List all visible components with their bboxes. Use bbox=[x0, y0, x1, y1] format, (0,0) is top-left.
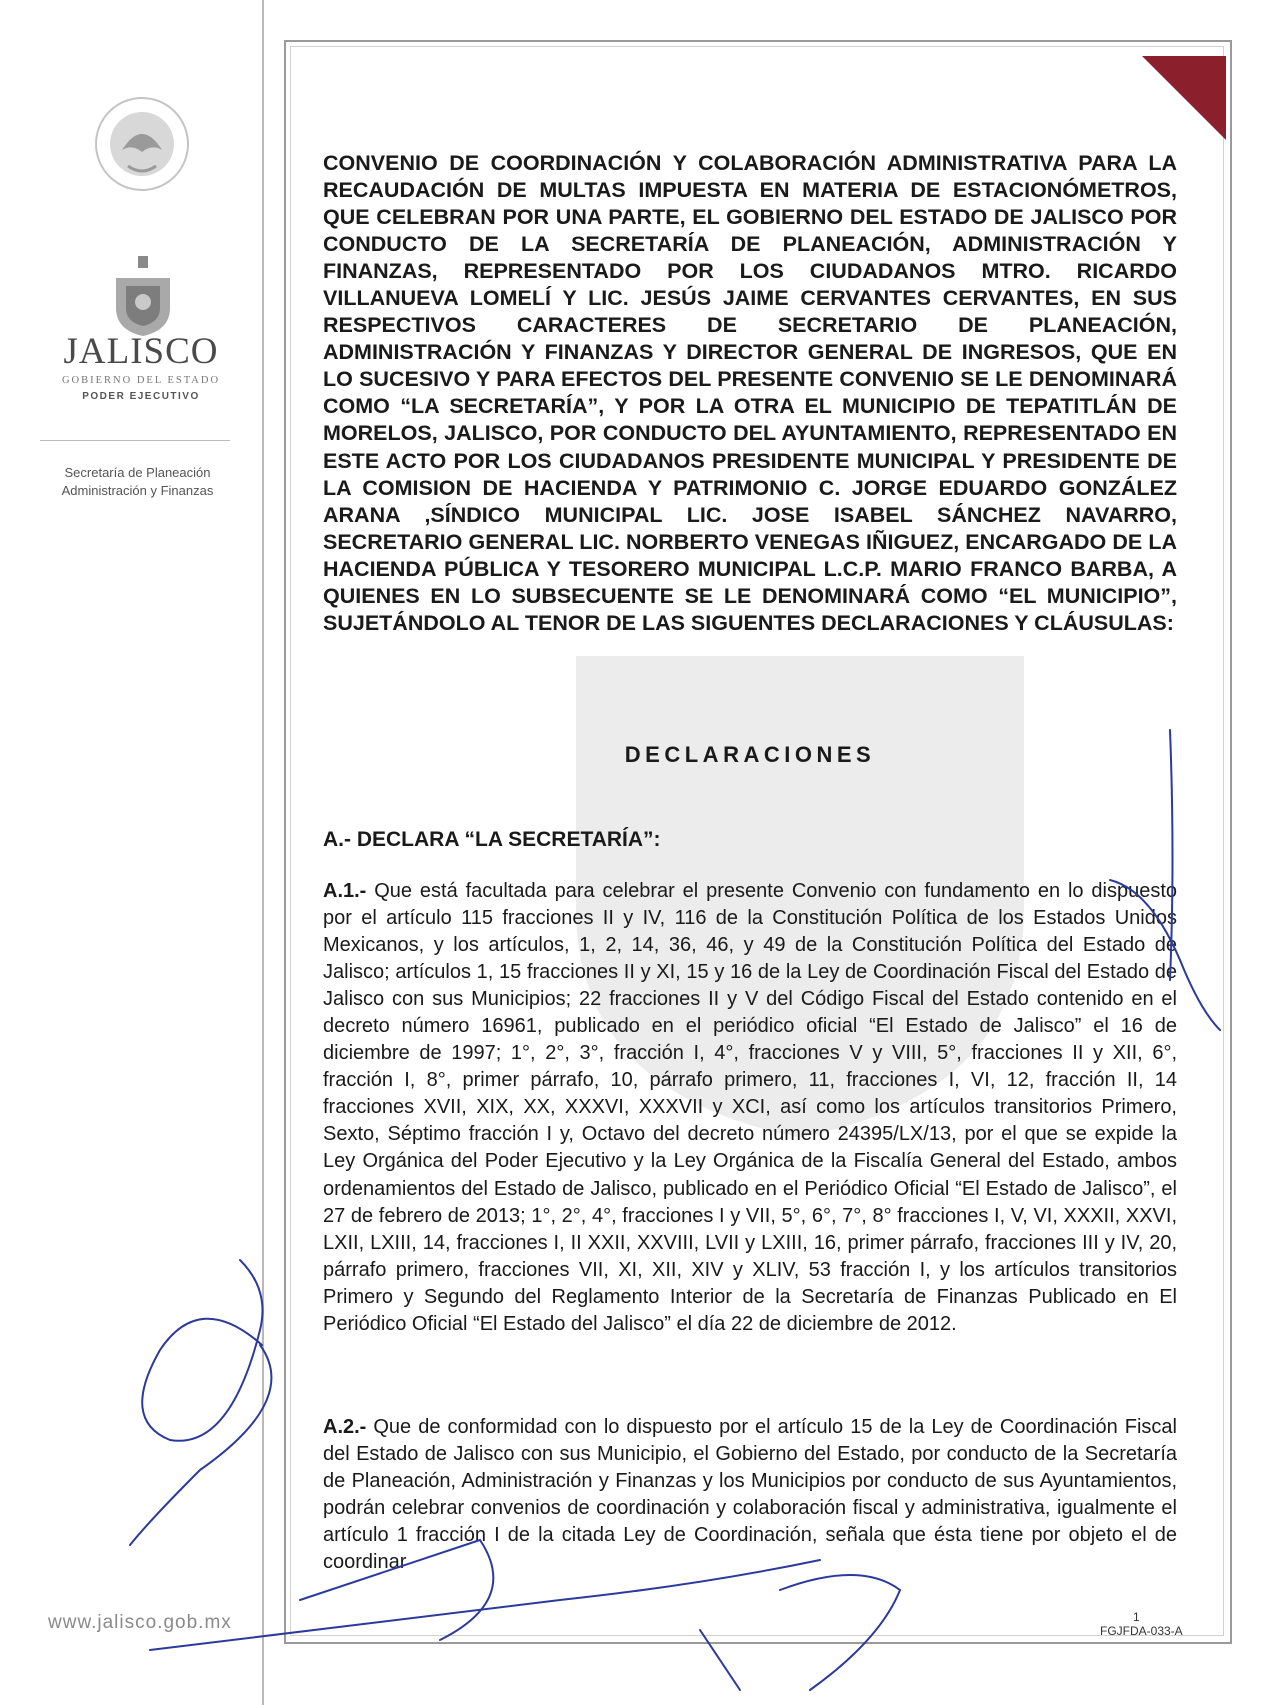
website-link[interactable]: www.jalisco.gob.mx bbox=[48, 1612, 232, 1633]
branch-label: PODER EJECUTIVO bbox=[82, 391, 200, 402]
government-label: GOBIERNO DEL ESTADO bbox=[61, 375, 221, 386]
page-number: 1 bbox=[1133, 1610, 1140, 1624]
clause-text: Que está facultada para celebrar el presente Convenio con fundamento en lo dispuesto por el artículo 115 fracciones II y IV, 116 de la Constitución Política de los Estados Unidos Mexicanos, y los artículos, 1, 2, 14, 36, 46, y 49 de la Constitución Política del Estado de Jalisco; artículos 1, 15 fracciones II y XI, 15 y 16 de la Ley de Coordinación Fiscal del Estado de Jalisco con sus Municipios; 22 fracciones II y V del Código Fiscal del Estado contenido en el decreto número 16961, publicado en el periódico oficial “El Estado de Jalisco” el 16 de diciembre de 1997; 1°, 2°, 3°, fracción I, 4°, fracciones V y VIII, 5°, fracciones II y XII, 6°, fracción I, 8°, primer párrafo, 10, párrafo primero, 11, fracciones I, VI, 12, fracción II, 14 fracciones XVII, XIX, XX, XXXVI, XXXVII y XCI, así como los artículos transitorios Primero, Sexto, Séptimo fracción I y, Octavo del decreto número 24395/LX/13, por el que se expide la Ley Orgánica del Poder Ejecutivo y la Ley Orgánica de la Fiscalía General del Estado, ambos ordenamientos del Estado de Jalisco, publicado en el Periódico Oficial “El Estado de Jalisco”, el 27 de febrero de 2013; 1°, 2°, 4°, fracciones I y VII, 5°, 6°, 7°, 8° fracciones I, V, VI, XXXII, XXVI, LXII, LXIII, 14, fracciones I, II XXII, XXVIII, LVII y LXIII, 16, primer párrafo, fracciones III y IV, 20, párrafo primero, fracciones VII, XI, XII, XIV y XLIV, 53 fracción I, y los artículos transitorios Primero y Segundo del Reglamento Interior de la Secretaría de Finanzas Publicado en El Periódico Oficial “El Estado del Jalisco” el día 22 de diciembre de 2012. bbox=[323, 880, 1178, 1335]
department-name bbox=[40, 464, 235, 500]
document-folio: FGJFDA-033-A bbox=[1100, 1624, 1183, 1638]
sidebar bbox=[0, 0, 262, 1705]
sidebar-divider bbox=[40, 440, 230, 441]
department-line-2: Administración y Finanzas bbox=[61, 483, 214, 498]
sidebar-rule bbox=[262, 0, 264, 1705]
corner-accent-icon bbox=[1142, 56, 1226, 140]
section-heading: DECLARACIONES bbox=[624, 742, 876, 767]
mexican-national-seal-icon bbox=[82, 88, 202, 196]
department-line-1: Secretaría de Planeación bbox=[64, 465, 211, 480]
page-footer bbox=[1100, 1610, 1183, 1638]
party-heading: A.- DECLARA “LA SECRETARÍA”: bbox=[323, 828, 661, 851]
clause-number: A.2.- bbox=[323, 1416, 367, 1438]
clause-a2 bbox=[323, 1414, 1177, 1576]
clause-a1 bbox=[323, 878, 1177, 1338]
jalisco-coat-of-arms-icon bbox=[108, 256, 178, 338]
clause-number: A.1.- bbox=[323, 880, 367, 902]
document-title: CONVENIO DE COORDINACIÓN Y COLABORACIÓN ADMINISTRATIVA PARA LA RECAUDACIÓN DE MULTAS IMPUESTA EN MATERIA DE ESTACIONÓMETROS, QUE CELEBRAN POR UNA PARTE, EL GOBIERNO DEL ESTADO DE JALISCO POR CONDUCTO DE LA SECRETARÍA DE PLANEACIÓN, ADMINISTRACIÓN Y FINANZAS, REPRESENTADO POR LOS CIUDADANOS MTRO. RICARDO VILLANUEVA LOMELÍ Y LIC. JESÚS JAIME CERVANTES CERVANTES, EN SUS RESPECTIVOS CARACTERES DE SECRETARIO DE PLANEACIÓN, ADMINISTRACIÓN Y FINANZAS Y DIRECTOR GENERAL DE INGRESOS, QUE EN LO SUCESIVO Y PARA EFECTOS DEL PRESENTE CONVENIO SE LE DENOMINARÁ COMO “LA SECRETARÍA”, Y POR LA OTRA EL MUNICIPIO DE TEPATITLÁN DE MORELOS, JALISCO, POR CONDUCTO DEL AYUNTAMIENTO, REPRESENTADO EN ESTE ACTO POR LOS CIUDADANOS PRESIDENTE MUNICIPAL Y PRESIDENTE DE LA COMISION DE HACIENDA Y PATRIMONIO C. JORGE EDUARDO GONZÁLEZ ARANA ,SÍNDICO MUNICIPAL LIC. JOSE ISABEL SÁNCHEZ NAVARRO, SECRETARIO GENERAL LIC. NORBERTO VENEGAS IÑIGUEZ, ENCARGADO DE LA HACIENDA PÚBLICA Y TESORERO MUNICIPAL L.C.P. MARIO FRANCO BARBA, A QUIENES EN LO SUBSECUENTE SE LE DENOMINARÁ COMO “EL MUNICIPIO”, SUJETÁNDOLO AL TENOR DE LAS SIGUENTES DECLARACIONES Y CLÁUSULAS: bbox=[323, 151, 1177, 635]
clause-text: Que de conformidad con lo dispuesto por el artículo 15 de la Ley de Coordinación Fiscal del Estado de Jalisco con sus Municipio, el Gobierno del Estado, por conducto de la Secretaría de Planeación, Administración y Finanzas y los Municipios por conducto de sus Ayuntamientos, podrán celebrar convenios de coordinación y colaboración fiscal y administrativa, igualmente el artículo 1 fracción I de la citada Ley de Coordinación, señala que ésta tiene por objeto el de coordinar bbox=[323, 1416, 1177, 1574]
document-body bbox=[323, 150, 1178, 1574]
state-name: JALISCO bbox=[63, 331, 219, 372]
